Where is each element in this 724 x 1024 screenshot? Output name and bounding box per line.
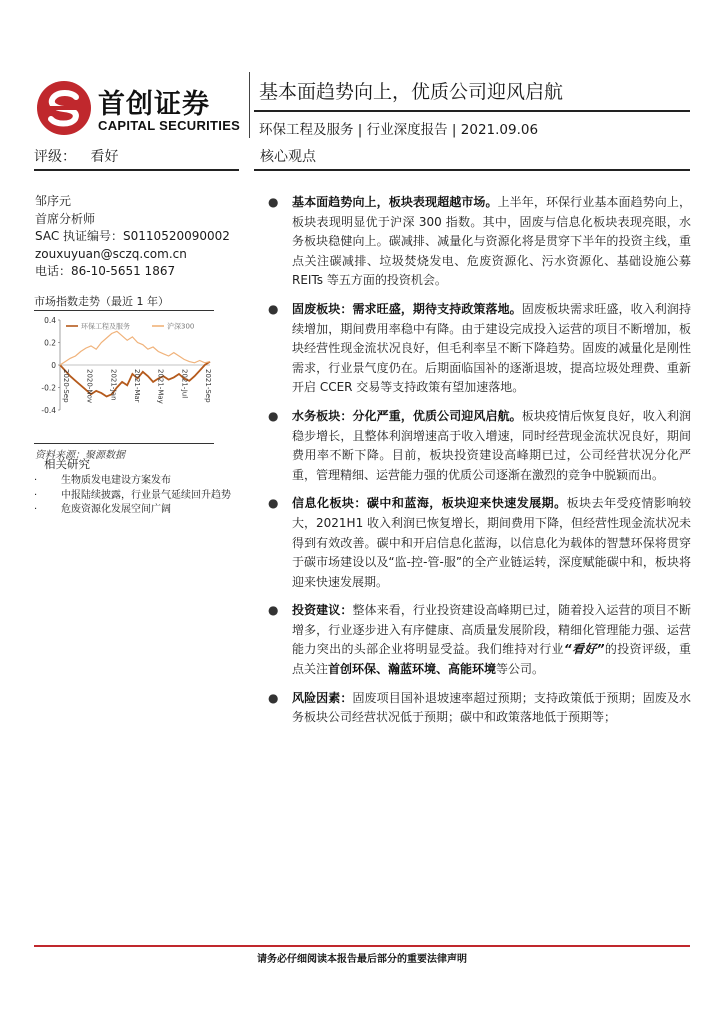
brand-name-en: CAPITAL SECURITIES [98, 118, 241, 133]
report-title: 基本面趋势向上，优质公司迎风启航 [259, 81, 564, 103]
bullet-dot: · [34, 475, 38, 486]
bullet-icon: ● [268, 195, 279, 209]
point-heading: 信息化板块：碳中和蓝海，板块迎来快速发展期。 [292, 496, 567, 511]
point-informatization [266, 494, 691, 592]
x-tick-label: 2021-Jan [109, 369, 118, 401]
right-section-rule [254, 169, 690, 171]
left-section-rule [34, 169, 239, 171]
x-tick-label: 2021-Mar [133, 369, 141, 403]
brand-name-cn: 首创证券 [98, 89, 210, 120]
key-companies: 首创环保、瀚蓝环境、高能环境 [328, 662, 497, 677]
title-rule [254, 110, 690, 112]
point-water [266, 407, 691, 485]
x-tick-label: 2021-May [156, 369, 165, 404]
analyst-email[interactable]: zouxuyuan@sczq.com.cn [35, 246, 187, 261]
capital-securities-logo-icon [36, 80, 92, 136]
x-tick-label: 2021-Jul [180, 369, 189, 399]
chart-source: 资料来源：聚源数据 [35, 450, 125, 461]
rating-emphasis: “看好” [563, 642, 605, 657]
bullet-icon: ● [268, 408, 279, 423]
y-tick-label: 0.4 [44, 316, 56, 325]
point-heading: 基本面趋势向上，板块表现超越市场。 [292, 195, 498, 209]
bullet-icon: ● [268, 301, 279, 316]
bullet-icon: ● [268, 496, 279, 511]
report-subtitle: 环保工程及服务 | 行业深度报告 | 2021.09.06 [259, 122, 539, 138]
core-view-title: 核心观点 [260, 149, 316, 165]
analyst-sac: SAC 执证编号：S0110520090002 [35, 229, 230, 243]
related-research-list [34, 474, 239, 518]
legend-label: 环保工程及服务 [81, 322, 130, 331]
y-tick-label: -0.4 [41, 406, 56, 415]
market-index-chart [34, 314, 214, 442]
point-risks [266, 689, 691, 728]
chart-top-rule [34, 310, 214, 311]
related-item[interactable]: · 中报陆续披露，行业景气延续回升趋势 [34, 489, 239, 504]
market-chart-title: 市场指数走势（最近 1 年） [34, 295, 169, 308]
y-tick-label: 0.2 [44, 338, 56, 348]
company-logo [36, 80, 246, 136]
point-investment-advice [266, 601, 691, 679]
point-solid-waste [266, 300, 691, 398]
core-points [266, 193, 691, 737]
footer-rule [34, 945, 690, 947]
bullet-icon: ● [268, 603, 279, 618]
point-body: 整体来看，行业投资建设高峰期已过，随着投入运营的项目不断增多，行业逐步进入有序健康、高质量发展阶段，精细化管理能力强、运营能力突出的头部企业将明显受益。我们维持对行业 [292, 603, 691, 657]
point-fundamentals [266, 193, 691, 291]
point-body: 板块去年受疫情影响较大，2021H1 收入利润已恢复增长，期间费用下降，但经营性现金流状况未得到有效改善。碳中和开启信息化蓝海，以信息化为载体的智慧环保将贯穿于碳市场建设以及“监-控-管-服”的全产业链运转，深度赋能碳中和，板块将迎来快速发展期。 [292, 496, 692, 589]
legend-label: 沪深300 [167, 322, 195, 331]
bullet-icon: ● [268, 690, 279, 705]
point-heading: 固废板块：需求旺盛，期待支持政策落地。 [292, 301, 522, 316]
y-tick-label: 0 [51, 361, 56, 370]
related-item[interactable]: · 危废资源化发展空间广阔 [34, 503, 239, 518]
rating-label: 评级： [34, 149, 76, 165]
point-body: 板块疫情后恢复良好，收入利润稳步增长，且整体利润增速高于收入增速，同时经营现金流状况良好，期间费用率不断下降。目前，板块投资建设高峰期已过，公司经营状况分化严重，管理精细、运营能力强的优质公司逐渐在激烈的竞争中脱颖而出。 [292, 408, 691, 482]
related-research-title: 相关研究 [44, 457, 90, 471]
legal-notice: 请务必仔细阅读本报告最后部分的重要法律声明 [257, 954, 467, 965]
analyst-role: 首席分析师 [35, 211, 96, 226]
x-tick-label: 2020-Nov [85, 369, 94, 404]
point-body: 等公司。 [496, 662, 545, 677]
x-tick-label: 2021-Sep [204, 369, 212, 403]
point-body: 固废项目国补退坡速率超过预期；支持政策低于预期；固废及水务板块公司经营状况低于预期；碳中和政策落地低于预期等； [292, 690, 691, 725]
header-divider [249, 72, 250, 138]
analyst-name: 邹序元 [35, 194, 72, 208]
rating [34, 146, 118, 166]
point-body: 固废板块需求旺盛，收入利润持续增加，期间费用率稳中有降。由于建设完成投入运营的项目不断增加，板块经营性现金流状况良好，但毛利率呈不断下降趋势。固废的减量化是刚性需求，行业景气度仍在。后期面临国补的逐渐退坡，提高垃圾处理费、重新开启 CCER 交易等支持政策有望加速落地。 [292, 301, 691, 395]
x-tick-label: 2020-Sep [62, 369, 70, 403]
related-item[interactable]: · 生物质发电建设方案发布 [34, 474, 239, 489]
point-body: 上半年，环保行业基本面趋势向上，板块表现明显优于沪深 300 指数。其中，固废与信息化板块表现亮眼，水务板块稳健向上。碳减排、减量化与资源化将是贯穿下半年的投资主线，重点关注碳减排、垃圾焚烧发电、危废资源化、污水资源化、基础设施公募 REITs 等五方面的投资机会。 [292, 195, 691, 288]
point-heading: 风险因素： [292, 690, 353, 705]
series-line [60, 331, 210, 365]
point-body: 的投资评级，重点关注 [292, 642, 691, 677]
y-tick-label: -0.2 [41, 383, 56, 393]
rating-value: 看好 [90, 149, 119, 165]
analyst-phone: 电话：86-10-5651 1867 [35, 264, 176, 278]
bullet-dot: · [34, 504, 38, 515]
chart-bottom-rule [34, 443, 214, 444]
point-heading: 水务板块：分化严重，优质公司迎风启航。 [292, 408, 522, 423]
bullet-dot: · [34, 489, 38, 501]
analyst-info [35, 193, 230, 281]
point-heading: 投资建议： [292, 603, 353, 618]
